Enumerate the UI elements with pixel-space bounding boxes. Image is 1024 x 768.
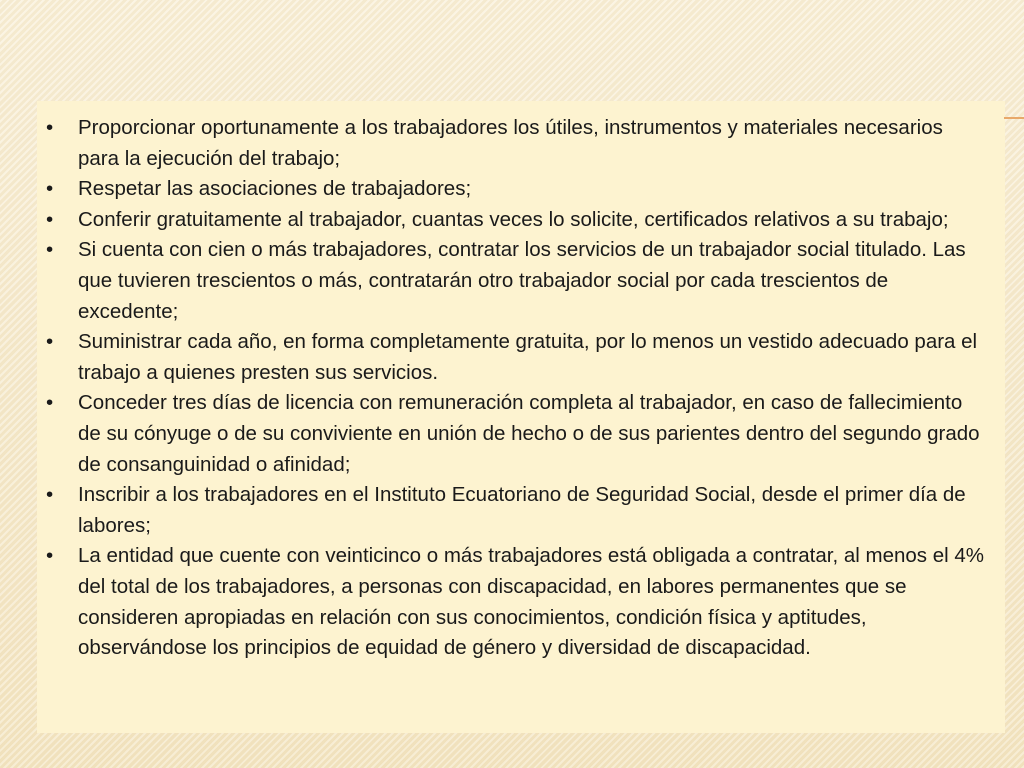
list-item (37, 480, 987, 541)
list-item-text: Si cuenta con cien o más trabajadores, contratar los servicios de un trabajador social titulado. Las que tuvieren trescientos o más, contratarán otro trabajador social por cada trescientos de excedente; (78, 238, 966, 323)
bullet-dot: • (46, 391, 54, 415)
list-item (37, 174, 987, 205)
list-item (37, 113, 987, 174)
list-item (37, 388, 987, 480)
bullet-dot: • (46, 483, 54, 507)
accent-line (1004, 117, 1024, 119)
content-panel (37, 101, 1005, 733)
list-item-text: Inscribir a los trabajadores en el Instituto Ecuatoriano de Seguridad Social, desde el primer día de labores; (78, 483, 966, 537)
list-item-text: Respetar las asociaciones de trabajadores; (78, 177, 472, 201)
list-item (37, 327, 987, 388)
list-item-text: Proporcionar oportunamente a los trabajadores los útiles, instrumentos y materiales necesarios para la ejecución del trabajo; (78, 116, 943, 170)
bullet-list (37, 101, 1005, 664)
list-item (37, 235, 987, 327)
bullet-dot: • (46, 116, 54, 139)
bullet-dot: • (46, 207, 54, 231)
bullet-dot: • (46, 238, 54, 262)
list-item-text: La entidad que cuente con veinticinco o más trabajadores está obligada a contratar, al menos el 4% del total de los trabajadores, a personas con discapacidad, en labores permanentes que se consideren apropiadas en relación con sus conocimientos, condición física y aptitudes, observándose los principios de equidad de género y diversidad de discapacidad. (78, 544, 984, 660)
bullet-dot: • (46, 544, 54, 568)
list-item-text: Suministrar cada año, en forma completamente gratuita, por lo menos un vestido adecuado para el trabajo a quienes presten sus servicios. (78, 330, 978, 384)
list-item (37, 205, 987, 236)
list-item-text: Conceder tres días de licencia con remuneración completa al trabajador, en caso de fallecimiento de su cónyuge o de su conviviente en unión de hecho o de sus parientes dentro del segundo grado de consanguinidad o afinidad; (78, 391, 980, 476)
bullet-dot: • (46, 330, 54, 354)
bullet-dot: • (46, 177, 54, 201)
list-item-text: Conferir gratuitamente al trabajador, cuantas veces lo solicite, certificados relativos a su trabajo; (78, 207, 949, 231)
list-item (37, 541, 987, 663)
